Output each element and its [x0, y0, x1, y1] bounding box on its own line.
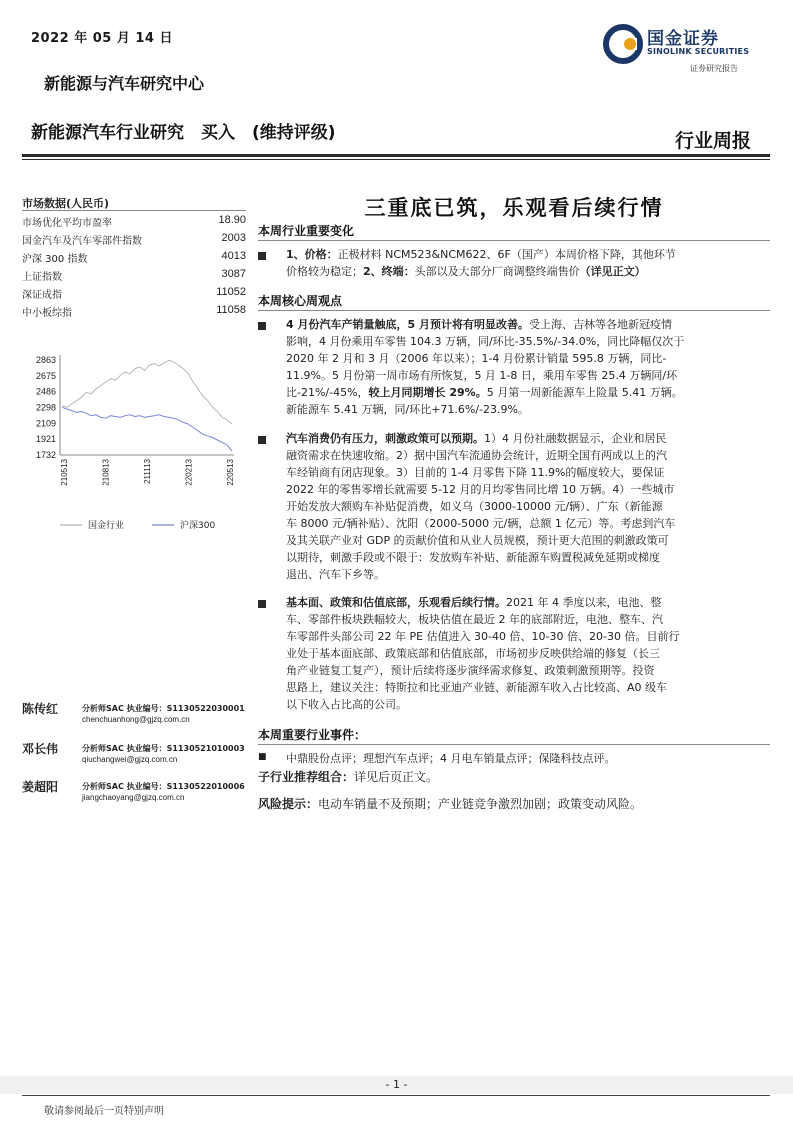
research-center: 新能源与汽车研究中心: [44, 74, 205, 93]
legend-label: 国金行业: [88, 521, 125, 531]
report-title-bar: 新能源汽车行业研究 买入 (维持评级): [31, 123, 336, 143]
y-tick-label: 2863: [35, 355, 56, 365]
x-tick-label: 211113: [143, 459, 152, 484]
section-title-views: 本周核心周观点: [258, 294, 343, 308]
logo-text-cn: 国金证券: [647, 29, 719, 49]
market-row: [22, 268, 246, 283]
market-row: [22, 214, 246, 229]
report-date: 2022 年 05 月 14 日: [31, 31, 173, 46]
text-line: 影响，4 月份乘用车零售 104.3 万辆，同/环比-35.5%/-34.0%，同比降幅仅次于: [286, 335, 685, 348]
bullet-icon: [258, 436, 266, 444]
section-title-changes: 本周行业重要变化: [258, 224, 355, 238]
risk-notice: [258, 795, 642, 812]
text-line: 以期待，刺激手段或不限于：发放购车补贴、新能源车购置税减免延期或梯度: [286, 551, 660, 564]
market-row-value: 2003: [221, 232, 246, 244]
text-line: 退出、汽车下乡等。: [286, 568, 385, 581]
footer-note: 敬请参阅最后一页特别声明: [44, 1106, 164, 1117]
market-data-divider: [22, 210, 246, 211]
x-tick-label: 220213: [184, 459, 194, 486]
header-rule-thin: [22, 159, 770, 160]
market-row: [22, 232, 246, 247]
market-row-value: 3087: [221, 268, 246, 280]
page-number: - 1 -: [385, 1078, 408, 1091]
bullet-icon: [258, 252, 266, 260]
bullet-icon: [258, 600, 266, 608]
market-row-value: 11058: [216, 304, 246, 316]
index-chart: [22, 345, 252, 545]
section-divider: [258, 744, 770, 745]
analyst-email[interactable]: chenchuanhong@gjzq.com.cn: [82, 715, 190, 724]
market-data-title: 市场数据(人民币): [22, 197, 110, 210]
market-row-label: 深证成指: [22, 290, 62, 301]
main-title: 三重底已筑，乐观看后续行情: [364, 196, 664, 220]
report-type: 行业周报: [674, 130, 751, 152]
market-row-value: 18.90: [218, 214, 246, 226]
legend-label: 沪深300: [180, 521, 216, 531]
sub-recommend: [258, 768, 438, 785]
header-rule: [22, 154, 770, 157]
y-tick-label: 2675: [35, 370, 56, 381]
series-line-industry: [62, 360, 232, 424]
company-logo: [603, 22, 763, 72]
bullet-icon: ■: [258, 752, 267, 762]
text-line: 业处于基本面底部、政策底部和估值底部，市场初步反映供给端的修复（长三: [286, 647, 660, 660]
footer-rule: [22, 1095, 770, 1096]
analyst-email[interactable]: jiangchaoyang@gjzq.com.cn: [82, 793, 185, 802]
lead-rest: 1）4 月份社融数据显示，企业和居民: [484, 432, 667, 445]
text-line: 车零部件头部公司 22 年 PE 估值进入 30-40 倍、10-30 倍、20-30 倍。目前行: [286, 630, 680, 643]
analyst-id: 分析师SAC 执业编号：S1130522010006: [82, 782, 245, 791]
analyst-name: 陈传红: [22, 702, 59, 716]
text-line: 2020 年 2 月和 3 月（2006 年以来）；1-4 月份累计销量 595.8 万辆，同比-: [286, 352, 667, 365]
lead-rest: 2021 年 4 季度以来，电池、整: [506, 596, 662, 609]
market-row-label: 上证指数: [22, 272, 62, 283]
analyst-email[interactable]: qiuchangwei@gjzq.com.cn: [82, 755, 178, 764]
market-row: [22, 304, 246, 319]
analyst-name: 邓长伟: [22, 742, 59, 756]
logo-subtitle: 证券研究报告: [690, 64, 738, 73]
section-divider: [258, 310, 770, 311]
text-line: 新能源车 5.41 万辆，同/环比+71.6%/-23.9%。: [286, 403, 529, 416]
text-line: 车、零部件板块跌幅较大，板块估值在最近 2 年的底部附近，电池、整车、汽: [286, 613, 663, 626]
bullet-icon: [258, 322, 266, 330]
text-line: [286, 594, 772, 611]
market-row-label: 中小板综指: [22, 308, 72, 319]
lead-rest: 受上海、吉林等各地新冠疫情: [528, 318, 672, 331]
text-line: 及其关联产业对 GDP 的贡献价值和从业人员规模，预计更大范围的刺激政策可: [286, 534, 669, 547]
market-row-value: 11052: [216, 286, 246, 298]
lead-phrase: 基本面、政策和估值底部，乐观看后续行情。: [286, 596, 506, 609]
x-tick-label: 220513: [226, 459, 235, 486]
market-row-label: 市场优化平均市盈率: [22, 218, 112, 229]
text-line: 开始发放大额购车补贴促消费，如义乌（3000-10000 元/辆）、广东（新能源: [286, 500, 663, 513]
text-line: 11.9%。5 月份第一周市场有所恢复，5 月 1-8 日，乘用车零售 25.4 万辆同/环: [286, 369, 678, 382]
events-text: 中鼎股份点评；理想汽车点评；4 月电车销量点评；保隆科技点评。: [286, 752, 616, 765]
text-line: [286, 316, 772, 333]
text-line: 角产业链复工复产），预计后续将逐步演绎需求修复、政策刺激预期等。投资: [286, 664, 655, 677]
x-tick-label: 210813: [101, 459, 111, 486]
market-row-label: 沪深 300 指数: [22, 254, 88, 265]
section-divider: [258, 240, 770, 241]
text-line: 以下收入占比高的公司。: [286, 698, 407, 711]
market-row-label: 国金汽车及汽车零部件指数: [22, 236, 142, 247]
risk-text: 电动车销量不及预期；产业链竞争激烈加剧；政策变动风险。: [318, 797, 643, 811]
text-line: 思路上，建议关注：特斯拉和比亚迪产业链、新能源车收入占比较高、A0 级车: [286, 681, 668, 694]
x-tick-label: 210513: [60, 459, 69, 486]
view-paragraph-2: [286, 430, 772, 583]
view-paragraph-1: [286, 316, 772, 418]
analyst-name: 姜超阳: [22, 780, 59, 794]
market-row: [22, 250, 246, 265]
market-row: [22, 286, 246, 301]
view-paragraph-3: [286, 594, 772, 713]
series-line-hs300: [62, 407, 232, 451]
lead-phrase: 汽车消费仍有压力，刺激政策可以预期。: [286, 432, 484, 445]
lead-phrase: 4 月份汽车产销量触底，5 月预计将有明显改善。: [286, 318, 529, 331]
risk-label: 风险提示：: [258, 797, 319, 811]
y-tick-label: 2298: [35, 402, 56, 413]
y-tick-label: 2486: [35, 386, 56, 397]
text-line: 2022 年的零售零增长就需要 5-12 月的月均零售同比增 10 万辆。4）一些城市: [286, 483, 675, 496]
y-tick-label: 1921: [35, 434, 56, 445]
sub-recommend-label: 子行业推荐组合：: [258, 770, 355, 784]
logo-text-en: SINOLINK SECURITIES: [647, 47, 750, 56]
text-line: 1、价格：正极材料 NCM523&NCM622、6F（国产）本周价格下降，其他环节: [286, 248, 676, 261]
text-line: 价格较为稳定；2、终端：头部以及大部分厂商调整终端售价（详见正文）: [286, 265, 646, 278]
y-tick-label: 2109: [35, 418, 56, 429]
analyst-id: 分析师SAC 执业编号：S1130521010003: [82, 744, 245, 753]
logo-icon: [603, 24, 643, 64]
y-tick-label: 1732: [35, 450, 56, 460]
market-row-value: 4013: [221, 250, 246, 262]
text-line: 比-21%/-45%，较上月同期增长 29%。5 月第一周新能源车上险量 5.41 万辆。: [286, 386, 683, 399]
section-title-events: 本周重要行业事件：: [258, 728, 367, 742]
text-line: 车 8000 元/辆补贴）、沈阳（2000-5000 元/辆，总额 1 亿元）等。考虑到汽车: [286, 517, 676, 530]
text-line: [286, 430, 772, 447]
text-line: 融资需求在快速收缩。2）据中国汽车流通协会统计，近期全国有两成以上的汽: [286, 449, 667, 462]
sub-recommend-text: 详见后页正文。: [354, 770, 439, 784]
analyst-id: 分析师SAC 执业编号：S1130522030001: [82, 704, 245, 713]
text-line: 车经销商有闭店现象。3）目前的 1-4 月零售下降 11.9%的幅度较大，要保证: [286, 466, 665, 479]
changes-paragraph: [286, 246, 772, 280]
